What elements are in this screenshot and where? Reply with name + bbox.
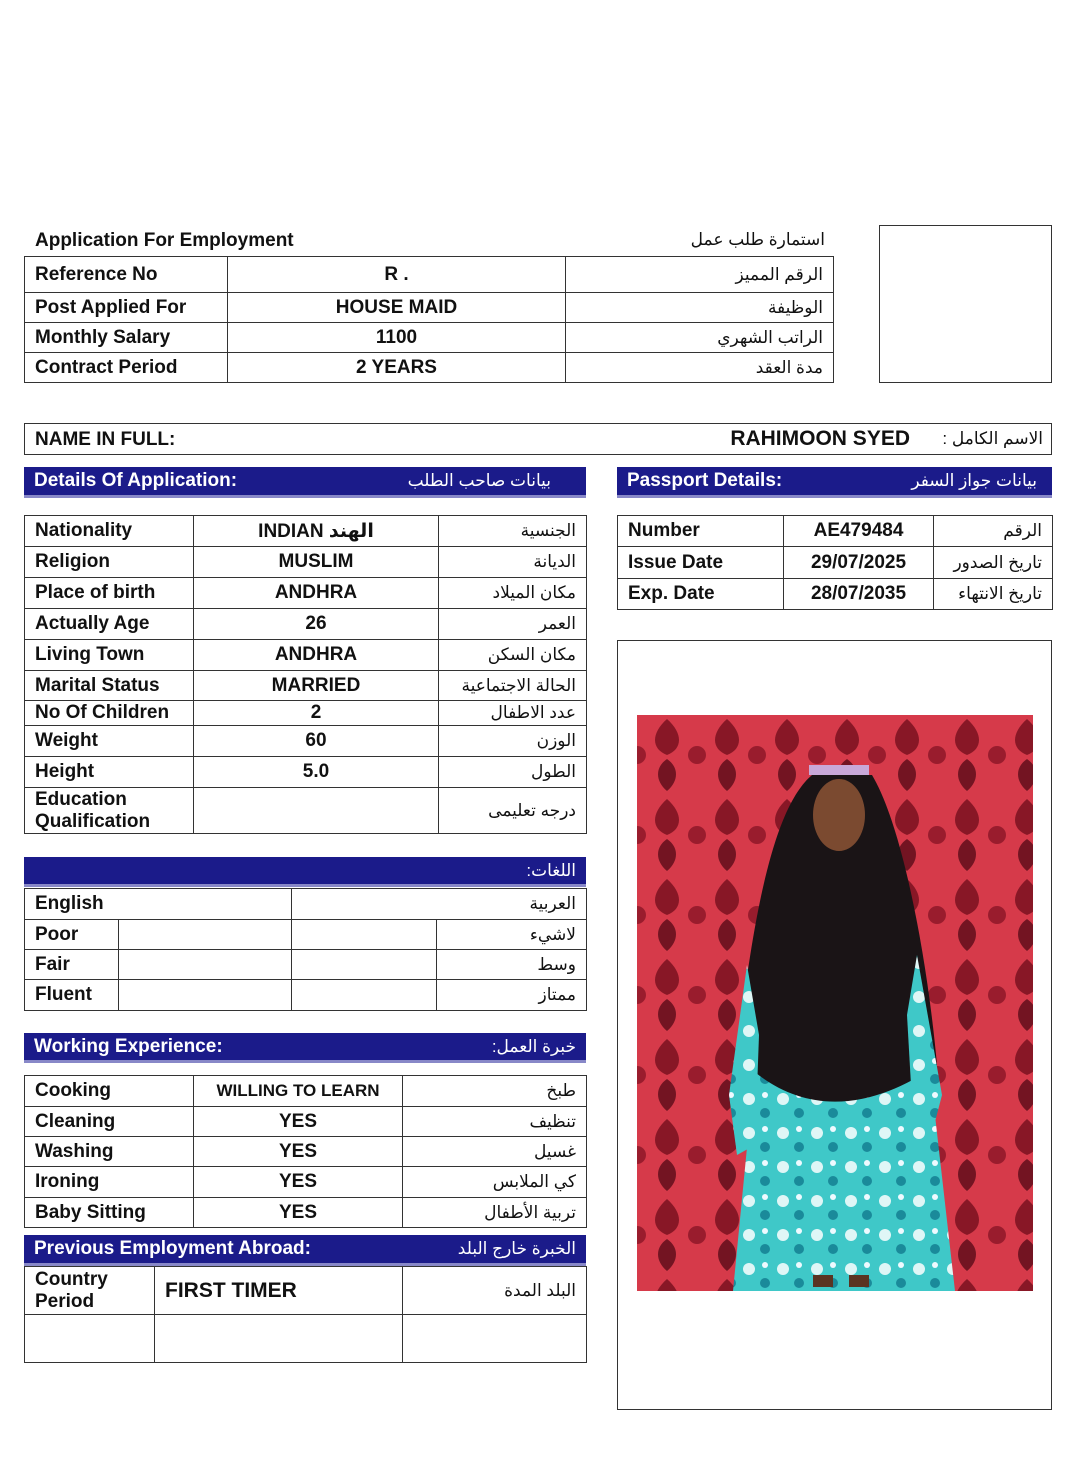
lang-fair-label-ar: وسط	[437, 950, 587, 980]
marital-value: MARRIED	[194, 671, 439, 701]
birthplace-value: ANDHRA	[194, 578, 439, 609]
country-label: Country	[35, 1268, 108, 1290]
contract-label-ar: مدة العقد	[566, 353, 834, 383]
passport-number-label: Number	[618, 516, 784, 547]
abroad-table	[24, 1266, 587, 1363]
languages-table	[24, 888, 587, 1011]
table-row	[25, 1137, 587, 1167]
photo-frame	[617, 640, 1052, 1410]
contract-label: Contract Period	[25, 353, 228, 383]
table-row	[25, 257, 834, 293]
abroad-empty-cell-2	[155, 1315, 403, 1363]
details-table	[24, 515, 587, 834]
experience-table	[24, 1075, 587, 1228]
post-label: Post Applied For	[25, 293, 228, 323]
table-row	[25, 1315, 587, 1363]
full-name-label-ar: الاسم الكامل :	[942, 429, 1043, 448]
ironing-label: Ironing	[25, 1167, 194, 1198]
experience-section-header	[24, 1033, 586, 1063]
exp-date-value: 28/07/2035	[784, 579, 934, 610]
details-title-en: Details Of Application:	[34, 470, 238, 491]
age-value: 26	[194, 609, 439, 640]
cooking-value: WILLING TO LEARN	[194, 1076, 403, 1107]
salary-value: 1100	[228, 323, 566, 353]
ironing-value: YES	[194, 1167, 403, 1198]
experience-title-en: Working Experience:	[34, 1035, 223, 1057]
full-name-value: RAHIMOON SYED	[730, 427, 910, 450]
details-section-header	[24, 467, 586, 498]
washing-value: YES	[194, 1137, 403, 1167]
table-row	[25, 578, 587, 609]
issue-date-value: 29/07/2025	[784, 547, 934, 579]
table-row	[25, 293, 834, 323]
height-label-ar: الطول	[439, 757, 587, 788]
contract-value: 2 YEARS	[228, 353, 566, 383]
passport-title-ar: بيانات جواز السفر	[911, 471, 1037, 490]
baby-sitting-value: YES	[194, 1198, 403, 1228]
table-row	[25, 1107, 587, 1137]
abroad-title-ar: الخبرة خارج البلد	[457, 1239, 576, 1258]
arabic-fluent-cell	[292, 980, 437, 1011]
table-row	[25, 547, 587, 578]
table-row	[25, 889, 587, 920]
top-info-table	[24, 256, 834, 383]
table-row	[25, 980, 587, 1011]
education-label	[25, 788, 194, 834]
passport-table	[617, 515, 1053, 610]
table-row	[25, 788, 587, 834]
arabic-poor-cell	[292, 920, 437, 950]
table-row	[25, 757, 587, 788]
post-value: HOUSE MAID	[228, 293, 566, 323]
table-row	[618, 547, 1053, 579]
languages-section-header	[24, 857, 586, 887]
education-value	[194, 788, 439, 834]
abroad-value: FIRST TIMER	[155, 1267, 403, 1315]
country-period-label-ar: البلد المدة	[403, 1267, 587, 1315]
cleaning-value: YES	[194, 1107, 403, 1137]
religion-label: Religion	[25, 547, 194, 578]
table-row	[25, 609, 587, 640]
age-label: Actually Age	[25, 609, 194, 640]
children-value: 2	[194, 701, 439, 726]
form-title-en: Application For Employment	[35, 230, 294, 251]
height-value: 5.0	[194, 757, 439, 788]
issue-date-label: Issue Date	[618, 547, 784, 579]
form-title-ar: استمارة طلب عمل	[690, 230, 825, 249]
table-row	[25, 1198, 587, 1228]
education-label-ar: درجه تعليمى	[439, 788, 587, 834]
english-fair-cell	[119, 950, 292, 980]
full-name-label: NAME IN FULL:	[35, 429, 176, 450]
lang-fluent-label: Fluent	[25, 980, 119, 1011]
table-row	[25, 1267, 587, 1315]
living-town-label-ar: مكان السكن	[439, 640, 587, 671]
english-fluent-cell	[119, 980, 292, 1011]
reference-value: R .	[228, 257, 566, 293]
arabic-header: العربية	[292, 889, 587, 920]
lang-poor-label: Poor	[25, 920, 119, 950]
children-label-ar: عدد الاطفال	[439, 701, 587, 726]
washing-label-ar: غسيل	[403, 1137, 587, 1167]
country-period-label	[25, 1267, 155, 1315]
full-name-box	[24, 423, 1052, 455]
marital-label: Marital Status	[25, 671, 194, 701]
table-row	[25, 920, 587, 950]
abroad-empty-cell-3	[403, 1315, 587, 1363]
religion-value: MUSLIM	[194, 547, 439, 578]
post-label-ar: الوظيفة	[566, 293, 834, 323]
education-label-line2: Qualification	[35, 810, 151, 832]
table-row	[25, 950, 587, 980]
salary-label: Monthly Salary	[25, 323, 228, 353]
table-row	[25, 701, 587, 726]
religion-label-ar: الديانة	[439, 547, 587, 578]
cleaning-label: Cleaning	[25, 1107, 194, 1137]
salary-label-ar: الراتب الشهري	[566, 323, 834, 353]
applicant-photo	[637, 715, 1033, 1291]
lang-fluent-label-ar: ممتاز	[437, 980, 587, 1011]
table-row	[25, 516, 587, 547]
lang-fair-label: Fair	[25, 950, 119, 980]
passport-title-en: Passport Details:	[627, 470, 783, 491]
living-town-value: ANDHRA	[194, 640, 439, 671]
table-row	[25, 671, 587, 701]
children-label: No Of Children	[25, 701, 194, 726]
weight-label: Weight	[25, 726, 194, 757]
cooking-label: Cooking	[25, 1076, 194, 1107]
marital-label-ar: الحالة الاجتماعية	[439, 671, 587, 701]
details-title-ar: بيانات صاحب الطلب	[407, 471, 551, 490]
abroad-section-header	[24, 1235, 586, 1266]
passport-photo-box	[879, 225, 1052, 383]
table-row	[618, 579, 1053, 610]
table-row	[25, 1167, 587, 1198]
age-label-ar: العمر	[439, 609, 587, 640]
passport-section-header	[617, 467, 1052, 498]
english-header: English	[25, 889, 292, 920]
washing-label: Washing	[25, 1137, 194, 1167]
birthplace-label: Place of birth	[25, 578, 194, 609]
table-row	[25, 726, 587, 757]
nationality-label: Nationality	[25, 516, 194, 547]
living-town-label: Living Town	[25, 640, 194, 671]
table-row	[25, 323, 834, 353]
table-row	[25, 640, 587, 671]
abroad-title-en: Previous Employment Abroad:	[34, 1238, 311, 1259]
height-label: Height	[25, 757, 194, 788]
weight-label-ar: الوزن	[439, 726, 587, 757]
experience-title-ar: خبرة العمل:	[491, 1036, 576, 1056]
abroad-empty-cell-1	[25, 1315, 155, 1363]
weight-value: 60	[194, 726, 439, 757]
birthplace-label-ar: مكان الميلاد	[439, 578, 587, 609]
passport-number-label-ar: الرقم	[934, 516, 1053, 547]
languages-title-ar: اللغات:	[526, 860, 576, 880]
period-label: Period	[35, 1290, 95, 1312]
baby-sitting-label: Baby Sitting	[25, 1198, 194, 1228]
english-poor-cell	[119, 920, 292, 950]
table-row	[25, 353, 834, 383]
cleaning-label-ar: تنظيف	[403, 1107, 587, 1137]
education-label-line1: Education	[35, 788, 127, 810]
ironing-label-ar: كي الملابس	[403, 1167, 587, 1198]
reference-label: Reference No	[25, 257, 228, 293]
exp-date-label-ar: تاريخ الانتهاء	[934, 579, 1053, 610]
cooking-label-ar: طبخ	[403, 1076, 587, 1107]
exp-date-label: Exp. Date	[618, 579, 784, 610]
baby-sitting-label-ar: تربية الأطفال	[403, 1198, 587, 1228]
passport-number-value: AE479484	[784, 516, 934, 547]
arabic-fair-cell	[292, 950, 437, 980]
nationality-label-ar: الجنسية	[439, 516, 587, 547]
table-row	[25, 1076, 587, 1107]
reference-label-ar: الرقم المميز	[566, 257, 834, 293]
lang-poor-label-ar: لاشيء	[437, 920, 587, 950]
nationality-value: INDIAN الهند	[194, 516, 439, 547]
table-row	[618, 516, 1053, 547]
issue-date-label-ar: تاريخ الصدور	[934, 547, 1053, 579]
